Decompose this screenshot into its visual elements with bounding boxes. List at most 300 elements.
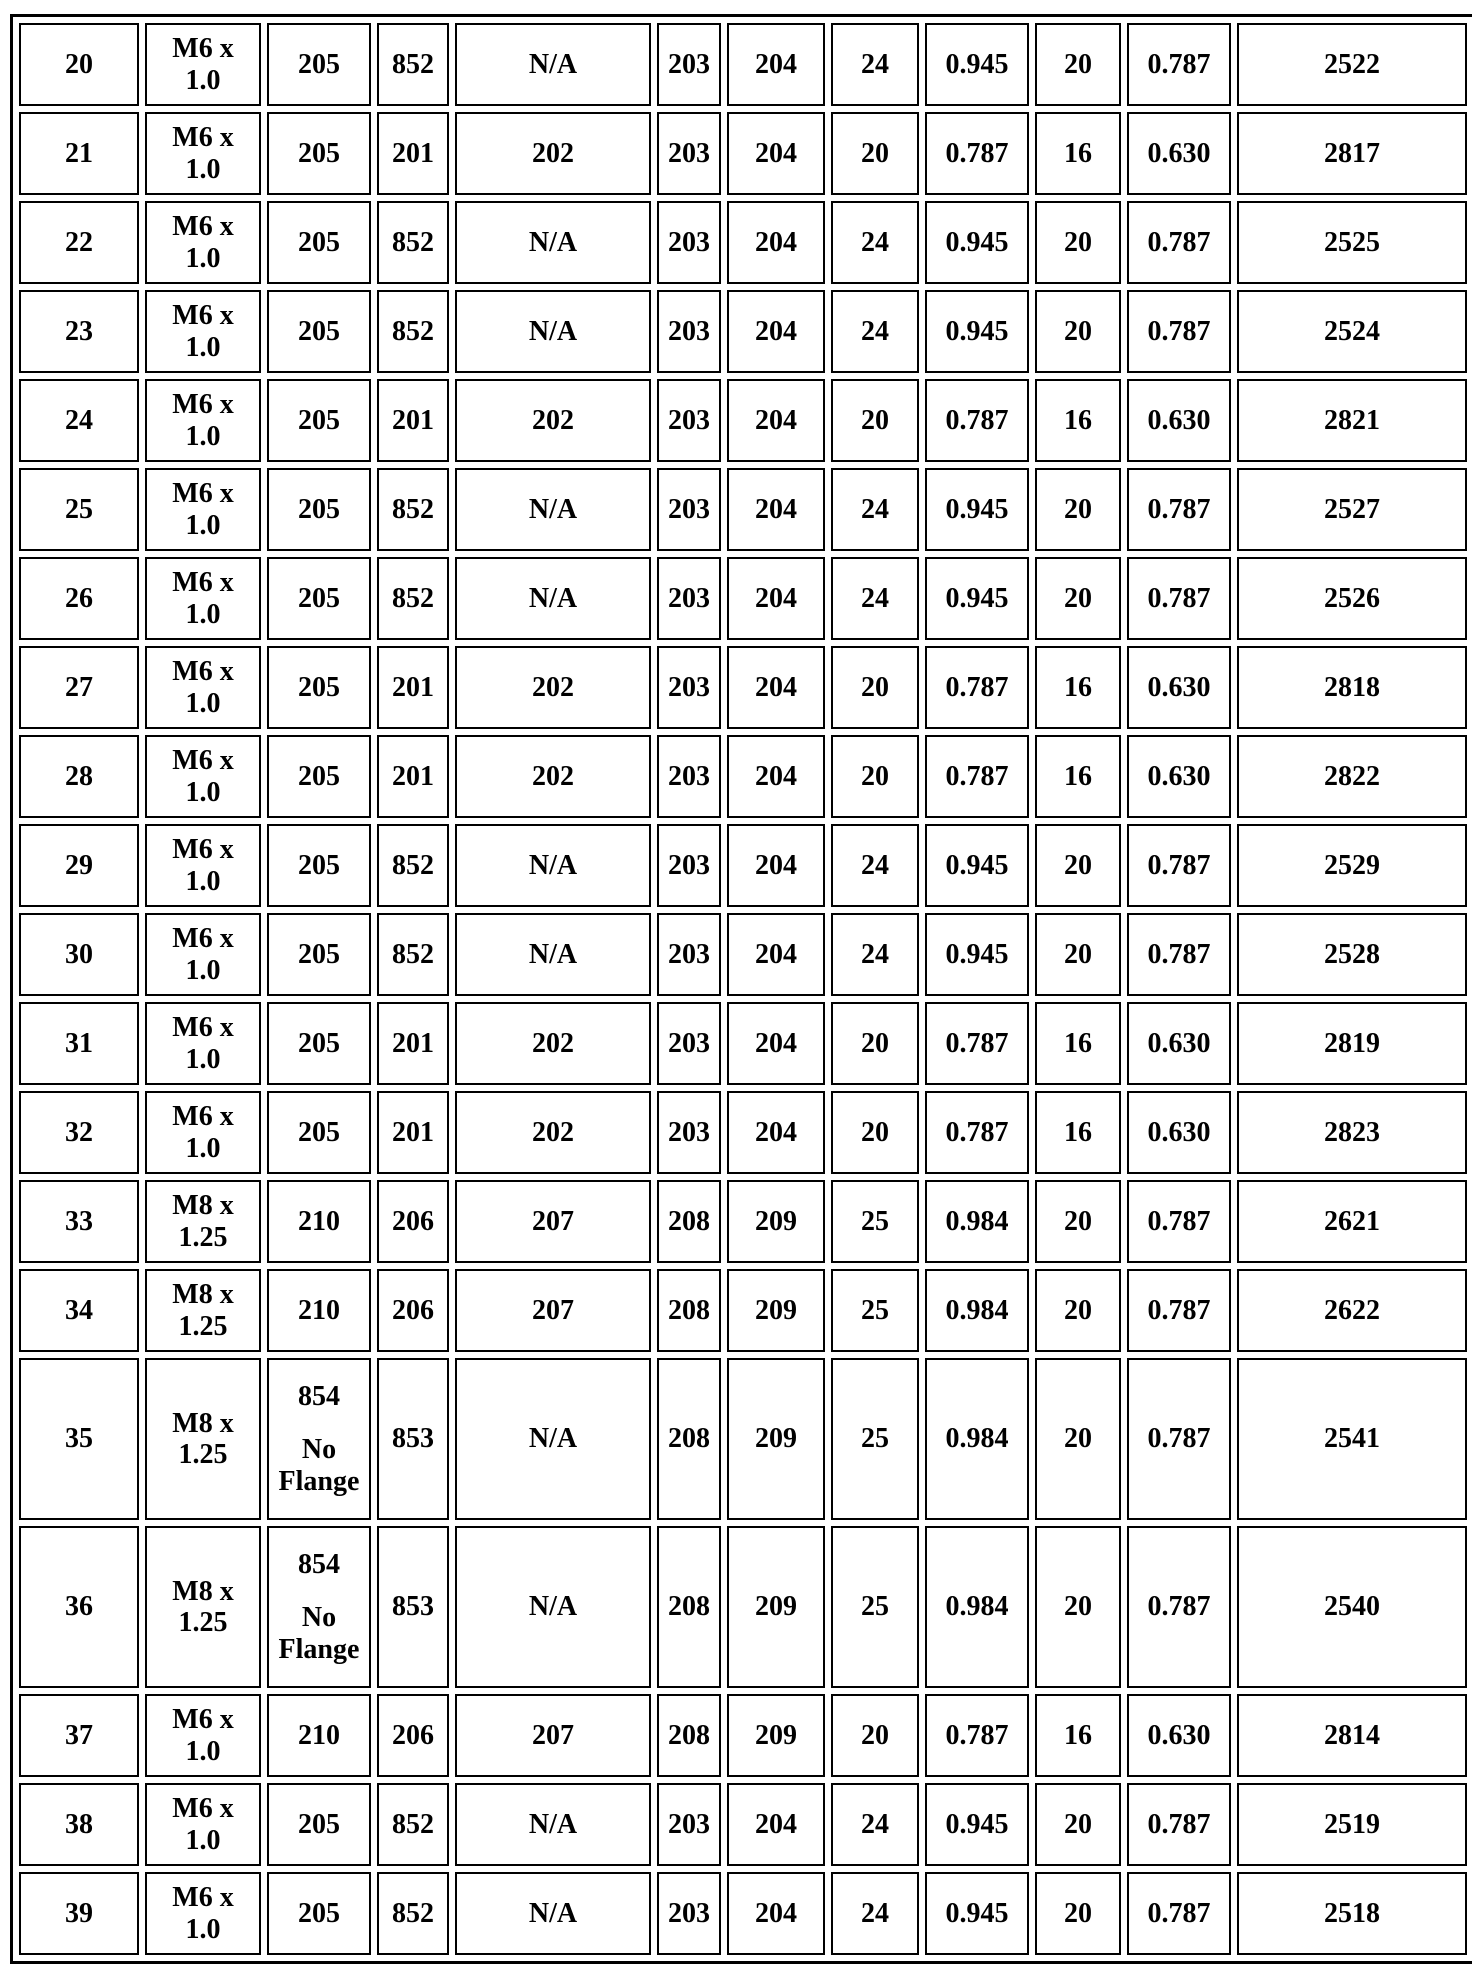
cell-text-line: M8 x <box>172 1407 234 1439</box>
cell-text-line: M8 x <box>172 1279 234 1311</box>
cell-text-line: M6 x <box>172 122 234 154</box>
cell-text-line: 205 <box>298 1027 340 1059</box>
depth-mm-cell: 20 <box>1035 1180 1121 1263</box>
depth-mm-cell: 20 <box>1035 290 1121 373</box>
part-d-cell: 203 <box>657 112 721 195</box>
depth-in-cell: 0.630 <box>1127 1002 1231 1085</box>
length-mm-cell: 24 <box>831 913 919 996</box>
part-c-cell: 207 <box>455 1694 651 1777</box>
part-c-cell: N/A <box>455 468 651 551</box>
part-b-cell: 852 <box>377 290 449 373</box>
length-in-cell: 0.945 <box>925 1872 1029 1955</box>
kit-number-cell: 2821 <box>1237 379 1467 462</box>
kit-number-cell: 2814 <box>1237 1694 1467 1777</box>
part-d-cell: 203 <box>657 913 721 996</box>
item-number-cell: 39 <box>19 1872 139 1955</box>
depth-in-cell: 0.787 <box>1127 1872 1231 1955</box>
kit-number-cell: 2524 <box>1237 290 1467 373</box>
depth-in-cell: 0.787 <box>1127 290 1231 373</box>
part-b-cell: 852 <box>377 557 449 640</box>
part-e-cell: 204 <box>727 112 825 195</box>
depth-in-cell: 0.787 <box>1127 1269 1231 1352</box>
part-e-cell: 204 <box>727 290 825 373</box>
thread-size-cell <box>145 557 261 640</box>
cell-line-gap <box>271 1412 367 1434</box>
part-e-cell: 204 <box>727 824 825 907</box>
kit-number-cell: 2621 <box>1237 1180 1467 1263</box>
length-in-cell: 0.787 <box>925 1091 1029 1174</box>
part-a-cell <box>267 201 371 284</box>
length-mm-cell: 24 <box>831 1872 919 1955</box>
thread-size-cell <box>145 735 261 818</box>
part-d-cell: 203 <box>657 557 721 640</box>
depth-mm-cell: 20 <box>1035 23 1121 106</box>
part-e-cell: 204 <box>727 1091 825 1174</box>
part-b-cell: 206 <box>377 1694 449 1777</box>
cell-text-line: 1.0 <box>185 1132 221 1164</box>
depth-in-cell: 0.787 <box>1127 913 1231 996</box>
table-row <box>19 1180 1467 1263</box>
thread-size-cell <box>145 1269 261 1352</box>
length-in-cell: 0.945 <box>925 1783 1029 1866</box>
cell-text-line: 1.0 <box>185 598 221 630</box>
item-number-cell: 35 <box>19 1358 139 1520</box>
cell-text-line: No <box>301 1602 337 1634</box>
part-a-cell <box>267 1526 371 1688</box>
part-b-cell: 852 <box>377 1872 449 1955</box>
part-d-cell: 203 <box>657 290 721 373</box>
depth-mm-cell: 20 <box>1035 1269 1121 1352</box>
table-row <box>19 1526 1467 1688</box>
part-a-cell <box>267 290 371 373</box>
cell-text-line: 210 <box>298 1719 340 1751</box>
length-mm-cell: 20 <box>831 646 919 729</box>
table-row <box>19 290 1467 373</box>
thread-size-cell <box>145 1872 261 1955</box>
part-e-cell: 204 <box>727 23 825 106</box>
part-b-cell: 852 <box>377 23 449 106</box>
thread-size-cell <box>145 824 261 907</box>
cell-text-line: M6 x <box>172 834 234 866</box>
item-number-cell: 33 <box>19 1180 139 1263</box>
part-e-cell: 204 <box>727 201 825 284</box>
cell-text-line: 1.0 <box>185 1735 221 1767</box>
kit-number-cell: 2527 <box>1237 468 1467 551</box>
cell-text-line: 205 <box>298 226 340 258</box>
part-b-cell: 201 <box>377 1002 449 1085</box>
part-e-cell: 209 <box>727 1526 825 1688</box>
cell-text-line: M6 x <box>172 389 234 421</box>
item-number-cell: 21 <box>19 112 139 195</box>
part-d-cell: 208 <box>657 1180 721 1263</box>
length-in-cell: 0.945 <box>925 557 1029 640</box>
cell-text-line: 1.0 <box>185 865 221 897</box>
thread-size-cell <box>145 1002 261 1085</box>
length-mm-cell: 24 <box>831 23 919 106</box>
part-d-cell: 203 <box>657 468 721 551</box>
item-number-cell: 34 <box>19 1269 139 1352</box>
cell-text-line: 1.25 <box>178 1221 228 1253</box>
cell-text-line: M6 x <box>172 923 234 955</box>
table-row <box>19 1091 1467 1174</box>
depth-mm-cell: 16 <box>1035 1091 1121 1174</box>
table-row <box>19 1783 1467 1866</box>
cell-text-line: 1.25 <box>178 1310 228 1342</box>
cell-text-line: 1.0 <box>185 420 221 452</box>
thread-size-cell <box>145 201 261 284</box>
part-e-cell: 204 <box>727 557 825 640</box>
cell-text-line: 205 <box>298 493 340 525</box>
part-a-cell <box>267 1180 371 1263</box>
length-mm-cell: 25 <box>831 1526 919 1688</box>
kit-number-cell: 2819 <box>1237 1002 1467 1085</box>
depth-in-cell: 0.787 <box>1127 23 1231 106</box>
cell-text-line: 205 <box>298 582 340 614</box>
kit-number-cell: 2519 <box>1237 1783 1467 1866</box>
part-c-cell: N/A <box>455 1783 651 1866</box>
part-c-cell: 202 <box>455 1002 651 1085</box>
cell-text-line: 210 <box>298 1205 340 1237</box>
length-in-cell: 0.984 <box>925 1180 1029 1263</box>
part-a-cell <box>267 1091 371 1174</box>
cell-text-line: 854 <box>298 1548 340 1580</box>
length-mm-cell: 20 <box>831 379 919 462</box>
part-d-cell: 203 <box>657 735 721 818</box>
table-row <box>19 1269 1467 1352</box>
length-in-cell: 0.787 <box>925 646 1029 729</box>
length-mm-cell: 20 <box>831 1091 919 1174</box>
table-row <box>19 1358 1467 1520</box>
depth-mm-cell: 20 <box>1035 824 1121 907</box>
depth-mm-cell: 16 <box>1035 1694 1121 1777</box>
thread-size-cell <box>145 468 261 551</box>
part-d-cell: 203 <box>657 824 721 907</box>
cell-text-line: 205 <box>298 938 340 970</box>
cell-text-line: 1.25 <box>178 1439 228 1470</box>
cell-text-line: 1.0 <box>185 242 221 274</box>
thread-size-cell <box>145 646 261 729</box>
cell-text-line: 205 <box>298 137 340 169</box>
kit-number-cell: 2529 <box>1237 824 1467 907</box>
kit-number-cell: 2522 <box>1237 23 1467 106</box>
table-row <box>19 1872 1467 1955</box>
part-b-cell: 853 <box>377 1526 449 1688</box>
cell-text-line: 205 <box>298 849 340 881</box>
part-a-cell <box>267 1783 371 1866</box>
part-c-cell: 207 <box>455 1180 651 1263</box>
depth-mm-cell: 20 <box>1035 468 1121 551</box>
length-in-cell: 0.787 <box>925 112 1029 195</box>
document-page <box>10 14 1460 1964</box>
cell-text-line: M6 x <box>172 1793 234 1825</box>
thread-size-cell <box>145 112 261 195</box>
depth-mm-cell: 16 <box>1035 112 1121 195</box>
item-number-cell: 23 <box>19 290 139 373</box>
kit-number-cell: 2526 <box>1237 557 1467 640</box>
thread-size-cell <box>145 1358 261 1520</box>
part-e-cell: 204 <box>727 468 825 551</box>
item-number-cell: 22 <box>19 201 139 284</box>
thread-size-cell <box>145 1783 261 1866</box>
part-d-cell: 203 <box>657 23 721 106</box>
cell-text-line: 205 <box>298 315 340 347</box>
specification-table <box>10 14 1472 1964</box>
depth-in-cell: 0.787 <box>1127 201 1231 284</box>
cell-text-line: M6 x <box>172 656 234 688</box>
part-a-cell <box>267 646 371 729</box>
part-e-cell: 209 <box>727 1358 825 1520</box>
depth-mm-cell: 16 <box>1035 735 1121 818</box>
part-d-cell: 203 <box>657 1872 721 1955</box>
thread-size-cell <box>145 1694 261 1777</box>
thread-size-cell <box>145 290 261 373</box>
depth-in-cell: 0.630 <box>1127 112 1231 195</box>
length-in-cell: 0.945 <box>925 468 1029 551</box>
part-d-cell: 203 <box>657 1091 721 1174</box>
table-row <box>19 646 1467 729</box>
item-number-cell: 38 <box>19 1783 139 1866</box>
cell-text-line: 1.0 <box>185 331 221 363</box>
kit-number-cell: 2518 <box>1237 1872 1467 1955</box>
cell-text-line: 205 <box>298 1808 340 1840</box>
cell-text-line: 210 <box>298 1294 340 1326</box>
part-c-cell: 202 <box>455 379 651 462</box>
part-a-cell <box>267 557 371 640</box>
cell-text-line: 1.0 <box>185 1824 221 1856</box>
length-in-cell: 0.984 <box>925 1526 1029 1688</box>
length-mm-cell: 25 <box>831 1358 919 1520</box>
part-a-cell <box>267 735 371 818</box>
part-b-cell: 852 <box>377 1783 449 1866</box>
depth-in-cell: 0.630 <box>1127 646 1231 729</box>
part-d-cell: 203 <box>657 646 721 729</box>
part-d-cell: 203 <box>657 1002 721 1085</box>
item-number-cell: 29 <box>19 824 139 907</box>
part-c-cell: N/A <box>455 913 651 996</box>
cell-text-line: 205 <box>298 1116 340 1148</box>
part-c-cell: 202 <box>455 1091 651 1174</box>
length-in-cell: 0.787 <box>925 735 1029 818</box>
part-b-cell: 206 <box>377 1269 449 1352</box>
part-d-cell: 208 <box>657 1694 721 1777</box>
item-number-cell: 28 <box>19 735 139 818</box>
part-b-cell: 852 <box>377 913 449 996</box>
part-a-cell <box>267 1269 371 1352</box>
cell-text-line: 854 <box>298 1380 340 1412</box>
cell-text-line: 1.0 <box>185 1043 221 1075</box>
part-c-cell: 202 <box>455 735 651 818</box>
depth-in-cell: 0.787 <box>1127 1783 1231 1866</box>
length-mm-cell: 24 <box>831 468 919 551</box>
kit-number-cell: 2528 <box>1237 913 1467 996</box>
depth-in-cell: 0.630 <box>1127 1091 1231 1174</box>
cell-text-line: M6 x <box>172 1704 234 1736</box>
part-a-cell <box>267 112 371 195</box>
part-d-cell: 203 <box>657 1783 721 1866</box>
part-b-cell: 852 <box>377 468 449 551</box>
depth-in-cell: 0.787 <box>1127 1358 1231 1520</box>
length-mm-cell: 20 <box>831 1694 919 1777</box>
length-in-cell: 0.984 <box>925 1358 1029 1520</box>
item-number-cell: 24 <box>19 379 139 462</box>
length-in-cell: 0.945 <box>925 913 1029 996</box>
part-b-cell: 201 <box>377 646 449 729</box>
depth-mm-cell: 20 <box>1035 913 1121 996</box>
depth-in-cell: 0.787 <box>1127 1526 1231 1688</box>
depth-in-cell: 0.787 <box>1127 824 1231 907</box>
part-e-cell: 204 <box>727 1872 825 1955</box>
depth-mm-cell: 20 <box>1035 1358 1121 1520</box>
thread-size-cell <box>145 913 261 996</box>
depth-in-cell: 0.630 <box>1127 1694 1231 1777</box>
part-c-cell: 202 <box>455 646 651 729</box>
item-number-cell: 20 <box>19 23 139 106</box>
item-number-cell: 32 <box>19 1091 139 1174</box>
part-b-cell: 201 <box>377 735 449 818</box>
table-row <box>19 379 1467 462</box>
part-c-cell: N/A <box>455 23 651 106</box>
length-in-cell: 0.945 <box>925 824 1029 907</box>
kit-number-cell: 2525 <box>1237 201 1467 284</box>
part-d-cell: 208 <box>657 1269 721 1352</box>
table-row <box>19 201 1467 284</box>
part-c-cell: N/A <box>455 1358 651 1520</box>
depth-mm-cell: 20 <box>1035 557 1121 640</box>
cell-text-line: M8 x <box>172 1190 234 1222</box>
table-body <box>19 23 1467 1955</box>
item-number-cell: 26 <box>19 557 139 640</box>
table-row <box>19 824 1467 907</box>
depth-mm-cell: 20 <box>1035 1872 1121 1955</box>
part-c-cell: N/A <box>455 201 651 284</box>
part-c-cell: N/A <box>455 290 651 373</box>
table-row <box>19 913 1467 996</box>
kit-number-cell: 2822 <box>1237 735 1467 818</box>
part-a-cell <box>267 468 371 551</box>
part-c-cell: N/A <box>455 1526 651 1688</box>
part-b-cell: 853 <box>377 1358 449 1520</box>
cell-text-line: M8 x <box>172 1575 234 1607</box>
length-in-cell: 0.787 <box>925 1002 1029 1085</box>
length-in-cell: 0.984 <box>925 1269 1029 1352</box>
length-in-cell: 0.945 <box>925 201 1029 284</box>
cell-text-line: 1.0 <box>185 687 221 719</box>
cell-text-line: 1.0 <box>185 776 221 808</box>
part-b-cell: 201 <box>377 379 449 462</box>
table-row <box>19 1002 1467 1085</box>
thread-size-cell <box>145 23 261 106</box>
cell-text-line: 1.0 <box>185 509 221 541</box>
depth-mm-cell: 16 <box>1035 379 1121 462</box>
kit-number-cell: 2540 <box>1237 1526 1467 1688</box>
part-b-cell: 852 <box>377 201 449 284</box>
cell-text-line: 1.25 <box>178 1607 228 1638</box>
length-mm-cell: 20 <box>831 735 919 818</box>
part-a-cell <box>267 1694 371 1777</box>
part-a-cell <box>267 23 371 106</box>
length-mm-cell: 24 <box>831 824 919 907</box>
kit-number-cell: 2622 <box>1237 1269 1467 1352</box>
part-b-cell: 206 <box>377 1180 449 1263</box>
table-row <box>19 23 1467 106</box>
depth-in-cell: 0.787 <box>1127 468 1231 551</box>
part-e-cell: 204 <box>727 735 825 818</box>
length-in-cell: 0.787 <box>925 379 1029 462</box>
cell-line-gap <box>271 1580 367 1602</box>
cell-text-line: 205 <box>298 671 340 703</box>
part-a-cell <box>267 913 371 996</box>
cell-text-line: M6 x <box>172 1882 234 1914</box>
cell-text-line: 1.0 <box>185 954 221 986</box>
table-row <box>19 468 1467 551</box>
cell-text-line: 205 <box>298 760 340 792</box>
cell-text-line: 205 <box>298 48 340 80</box>
thread-size-cell <box>145 379 261 462</box>
part-e-cell: 209 <box>727 1694 825 1777</box>
part-b-cell: 201 <box>377 1091 449 1174</box>
part-d-cell: 203 <box>657 379 721 462</box>
part-e-cell: 204 <box>727 913 825 996</box>
cell-text-line: 1.0 <box>185 153 221 185</box>
length-mm-cell: 24 <box>831 201 919 284</box>
part-e-cell: 204 <box>727 1002 825 1085</box>
depth-in-cell: 0.630 <box>1127 379 1231 462</box>
kit-number-cell: 2823 <box>1237 1091 1467 1174</box>
depth-mm-cell: 20 <box>1035 1783 1121 1866</box>
cell-text-line: No <box>301 1434 337 1466</box>
cell-text-line: M6 x <box>172 33 234 65</box>
length-in-cell: 0.787 <box>925 1694 1029 1777</box>
cell-text-line: 1.0 <box>185 64 221 96</box>
cell-text-line: 1.0 <box>185 1913 221 1945</box>
part-b-cell: 201 <box>377 112 449 195</box>
part-a-cell <box>267 1872 371 1955</box>
part-c-cell: N/A <box>455 557 651 640</box>
table-row <box>19 735 1467 818</box>
part-e-cell: 204 <box>727 379 825 462</box>
depth-mm-cell: 16 <box>1035 646 1121 729</box>
part-c-cell: N/A <box>455 1872 651 1955</box>
item-number-cell: 27 <box>19 646 139 729</box>
length-in-cell: 0.945 <box>925 23 1029 106</box>
part-c-cell: N/A <box>455 824 651 907</box>
length-mm-cell: 25 <box>831 1269 919 1352</box>
cell-text-line: M6 x <box>172 478 234 510</box>
length-mm-cell: 25 <box>831 1180 919 1263</box>
cell-text-line: Flange <box>278 1465 360 1497</box>
part-c-cell: 207 <box>455 1269 651 1352</box>
thread-size-cell <box>145 1526 261 1688</box>
part-b-cell: 852 <box>377 824 449 907</box>
part-c-cell: 202 <box>455 112 651 195</box>
part-d-cell: 208 <box>657 1358 721 1520</box>
length-mm-cell: 24 <box>831 557 919 640</box>
thread-size-cell <box>145 1180 261 1263</box>
part-e-cell: 209 <box>727 1269 825 1352</box>
kit-number-cell: 2818 <box>1237 646 1467 729</box>
depth-in-cell: 0.787 <box>1127 557 1231 640</box>
part-a-cell <box>267 824 371 907</box>
length-mm-cell: 20 <box>831 1002 919 1085</box>
cell-text-line: M6 x <box>172 1101 234 1133</box>
part-e-cell: 204 <box>727 646 825 729</box>
part-e-cell: 209 <box>727 1180 825 1263</box>
cell-text-line: 205 <box>298 1897 340 1929</box>
kit-number-cell: 2817 <box>1237 112 1467 195</box>
item-number-cell: 37 <box>19 1694 139 1777</box>
length-mm-cell: 24 <box>831 1783 919 1866</box>
part-a-cell <box>267 379 371 462</box>
